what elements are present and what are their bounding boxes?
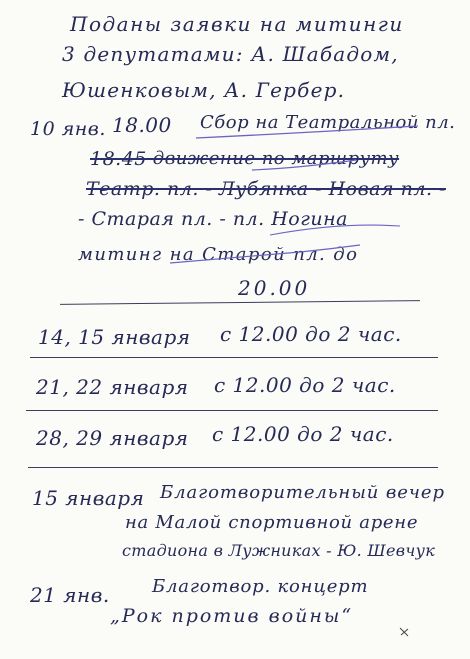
blue-underline-marks bbox=[0, 0, 470, 300]
rally-time: с 12.00 до 2 час. bbox=[220, 322, 402, 346]
divider-2 bbox=[30, 357, 438, 358]
rally-time: с 12.00 до 2 час. bbox=[212, 422, 394, 446]
rally-time: с 12.00 до 2 час. bbox=[214, 373, 396, 397]
jan10-gather: Сбор на Театральной пл. bbox=[200, 112, 456, 133]
rally-dates: 21, 22 января bbox=[36, 375, 189, 399]
concert-name: „Рок против войны“ bbox=[110, 605, 354, 627]
charity-title: Благотворительный вечер bbox=[160, 482, 445, 503]
concert-date: 21 янв. bbox=[30, 583, 110, 607]
jan10-march-time: 18.45 bbox=[90, 148, 147, 170]
jan10-until: 20.00 bbox=[238, 276, 311, 300]
jan10-route-2: - Старая пл. - пл. Ногина bbox=[78, 208, 348, 230]
jan10-route-1: Театр. пл. - Лубянка - Новая пл. - bbox=[86, 178, 446, 200]
divider-3 bbox=[26, 410, 438, 411]
jan10-time: 18.00 bbox=[112, 113, 172, 137]
charity-place-1: на Малой спортивной арене bbox=[125, 512, 419, 533]
jan10-march: - движение по маршруту bbox=[140, 148, 400, 169]
jan10-date: 10 янв. bbox=[30, 118, 106, 140]
rally-dates: 28, 29 января bbox=[36, 426, 189, 450]
pen-mark-icon bbox=[398, 626, 410, 638]
rally-dates: 14, 15 января bbox=[38, 325, 191, 349]
divider-4 bbox=[28, 467, 438, 468]
charity-place-2: стадиона в Лужниках - Ю. Шевчук bbox=[122, 541, 436, 560]
concert-title: Благотвор. концерт bbox=[152, 576, 369, 597]
intro-line-2: 3 депутатами: А. Шабадом, bbox=[62, 42, 399, 66]
intro-line-3: Юшенковым, А. Гербер. bbox=[62, 78, 346, 102]
jan10-rally: митинг на Старой пл. до bbox=[78, 244, 359, 265]
divider-1 bbox=[60, 300, 420, 305]
charity-date: 15 января bbox=[32, 486, 145, 510]
intro-line-1: Поданы заявки на митинги bbox=[70, 12, 404, 36]
